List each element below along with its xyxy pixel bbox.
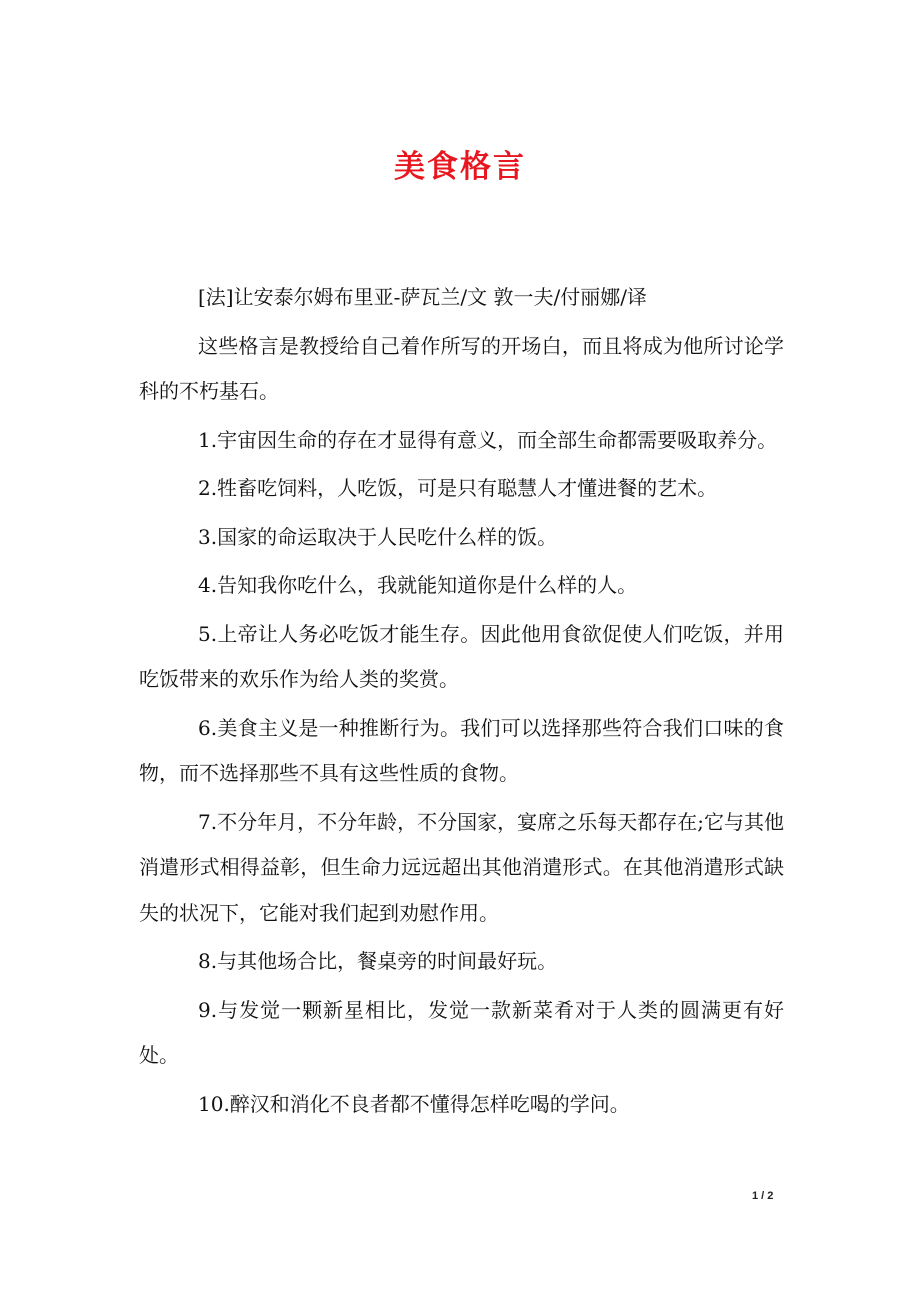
- page-number: 1 / 2: [752, 1190, 774, 1202]
- aphorism-paragraph: 1.宇宙因生命的存在才显得有意义，而全部生命都需要吸取养分。: [198, 427, 778, 452]
- aphorism-paragraph: 5.上帝让人务必吃饭才能生存。因此他用食欲促使人们吃饭，并用吃饭带来的欢乐作为给人类的奖赏。: [139, 621, 784, 691]
- aphorism-paragraph: 3.国家的命运取决于人民吃什么样的饭。: [198, 524, 558, 549]
- aphorism-paragraph: 2.牲畜吃饲料，人吃饭，可是只有聪慧人才懂进餐的艺术。: [198, 476, 718, 500]
- aphorism-paragraph: 4.告知我你吃什么，我就能知道你是什么样的人。: [198, 573, 638, 597]
- aphorism-paragraph: 8.与其他场合比，餐桌旁的时间最好玩。: [198, 949, 558, 973]
- intro-paragraph: 这些格言是教授给自己着作所写的开场白，而且将成为他所讨论学科的不朽基石。: [139, 333, 784, 403]
- document-title: 美食格言: [394, 149, 526, 185]
- aphorism-paragraph: 9.与发觉一颗新星相比，发觉一款新菜肴对于人类的圆满更有好处。: [139, 997, 784, 1067]
- byline-paragraph: [法]让安泰尔姆布里亚-萨瓦兰/文 敦一夫/付丽娜/译: [198, 285, 647, 309]
- aphorism-paragraph: 10.醉汉和消化不良者都不懂得怎样吃喝的学问。: [198, 1091, 630, 1116]
- document-body: [139, 275, 784, 1130]
- aphorism-paragraph: 7.不分年月，不分年龄，不分国家，宴席之乐每天都存在;它与其他消遣形式相得益彰，但生命力远远超出其他消遣形式。在其他消遣形式缺失的状况下，它能对我们起到劝慰作用。: [139, 809, 784, 925]
- aphorism-paragraph: 6.美食主义是一种推断行为。我们可以选择那些符合我们口味的食物，而不选择那些不具有这些性质的食物。: [139, 715, 784, 785]
